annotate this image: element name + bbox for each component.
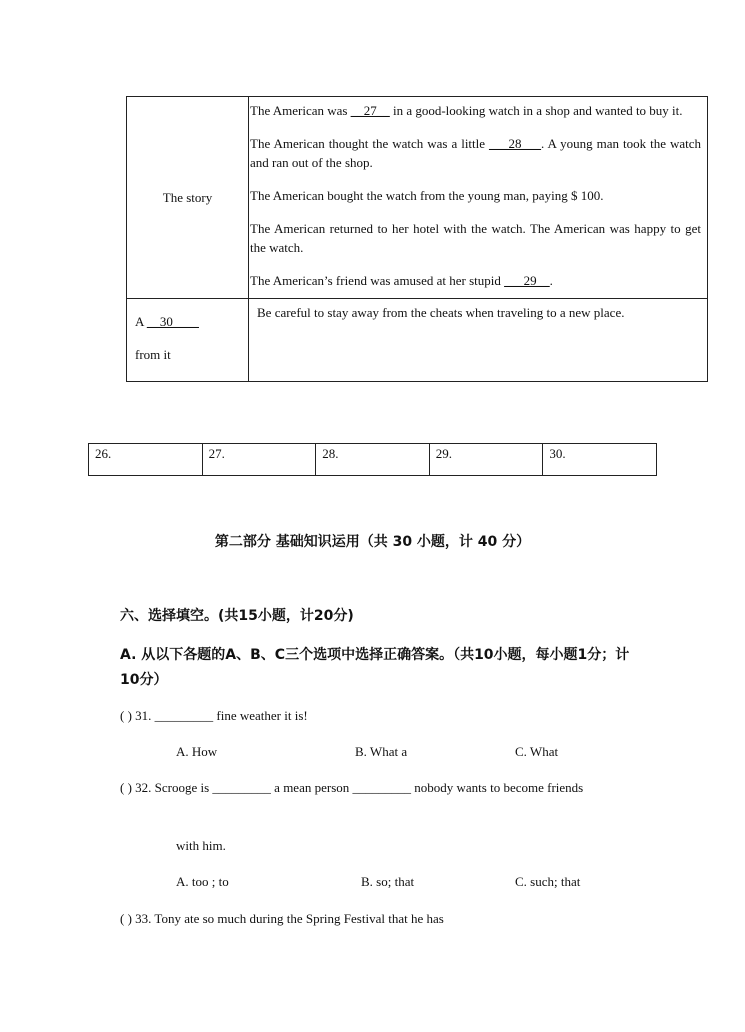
answer-cell-29[interactable]: 29. bbox=[429, 444, 543, 476]
blank-27: __27__ bbox=[350, 103, 390, 118]
story-row bbox=[127, 97, 708, 299]
blank-28: ___28___ bbox=[489, 136, 542, 151]
question-31-option-c[interactable]: C. What bbox=[515, 744, 559, 759]
part2-title: 第二部分 基础知识运用（共 30 小题，计 40 分） bbox=[214, 534, 531, 550]
question-32-option-b[interactable]: B. so; that bbox=[361, 874, 415, 889]
answer-row bbox=[89, 444, 657, 476]
lesson-text: Be careful to stay away from the cheats when traveling to a new place. bbox=[249, 299, 708, 382]
story-label: The story bbox=[127, 97, 249, 299]
story-content bbox=[249, 97, 708, 299]
question-33-stem: ( ) 33. Tony ate so much during the Spring Festival that he has bbox=[120, 911, 444, 926]
question-31-stem: ( ) 31. _________ fine weather it is! bbox=[120, 708, 308, 723]
blank-30: __30____ bbox=[146, 314, 199, 329]
answer-cell-26[interactable]: 26. bbox=[89, 444, 203, 476]
lesson-row bbox=[127, 299, 708, 382]
question-32-option-c[interactable]: C. such; that bbox=[515, 874, 581, 889]
section6-title: 六、选择填空。(共15小题，计20分) bbox=[120, 608, 354, 624]
answer-cell-28[interactable]: 28. bbox=[316, 444, 430, 476]
answer-cell-30[interactable]: 30. bbox=[543, 444, 657, 476]
story-line-1: The American was __27__ in a good-looking watch in a shop and wanted to buy it. bbox=[250, 103, 683, 118]
story-line-4: The American returned to her hotel with the watch. The American was happy to get the watch. bbox=[250, 221, 701, 255]
story-line-2: The American thought the watch was a little ___28___. A young man took the watch and ran out of the shop. bbox=[250, 136, 701, 170]
sectionA-title: A. 从以下各题的A、B、C三个选项中选择正确答案。（共10小题，每小题1分；计10分） bbox=[120, 647, 630, 688]
lesson-label: A __30____ from it bbox=[127, 299, 249, 382]
answer-table bbox=[88, 443, 657, 476]
question-31-option-a[interactable]: A. How bbox=[176, 744, 218, 759]
answer-cell-27[interactable]: 27. bbox=[202, 444, 316, 476]
story-line-5: The American’s friend was amused at her stupid ___29__. bbox=[250, 273, 553, 288]
story-line-3: The American bought the watch from the young man, paying $ 100. bbox=[250, 188, 604, 203]
question-32-stem: ( ) 32. Scrooge is _________ a mean person _________ nobody wants to become friends bbox=[120, 780, 584, 795]
story-table bbox=[126, 96, 708, 382]
question-32-option-a[interactable]: A. too ; to bbox=[176, 874, 229, 889]
question-32-continuation: with him. bbox=[176, 838, 226, 853]
question-31-option-b[interactable]: B. What a bbox=[355, 744, 408, 759]
blank-29: ___29__ bbox=[504, 273, 550, 288]
